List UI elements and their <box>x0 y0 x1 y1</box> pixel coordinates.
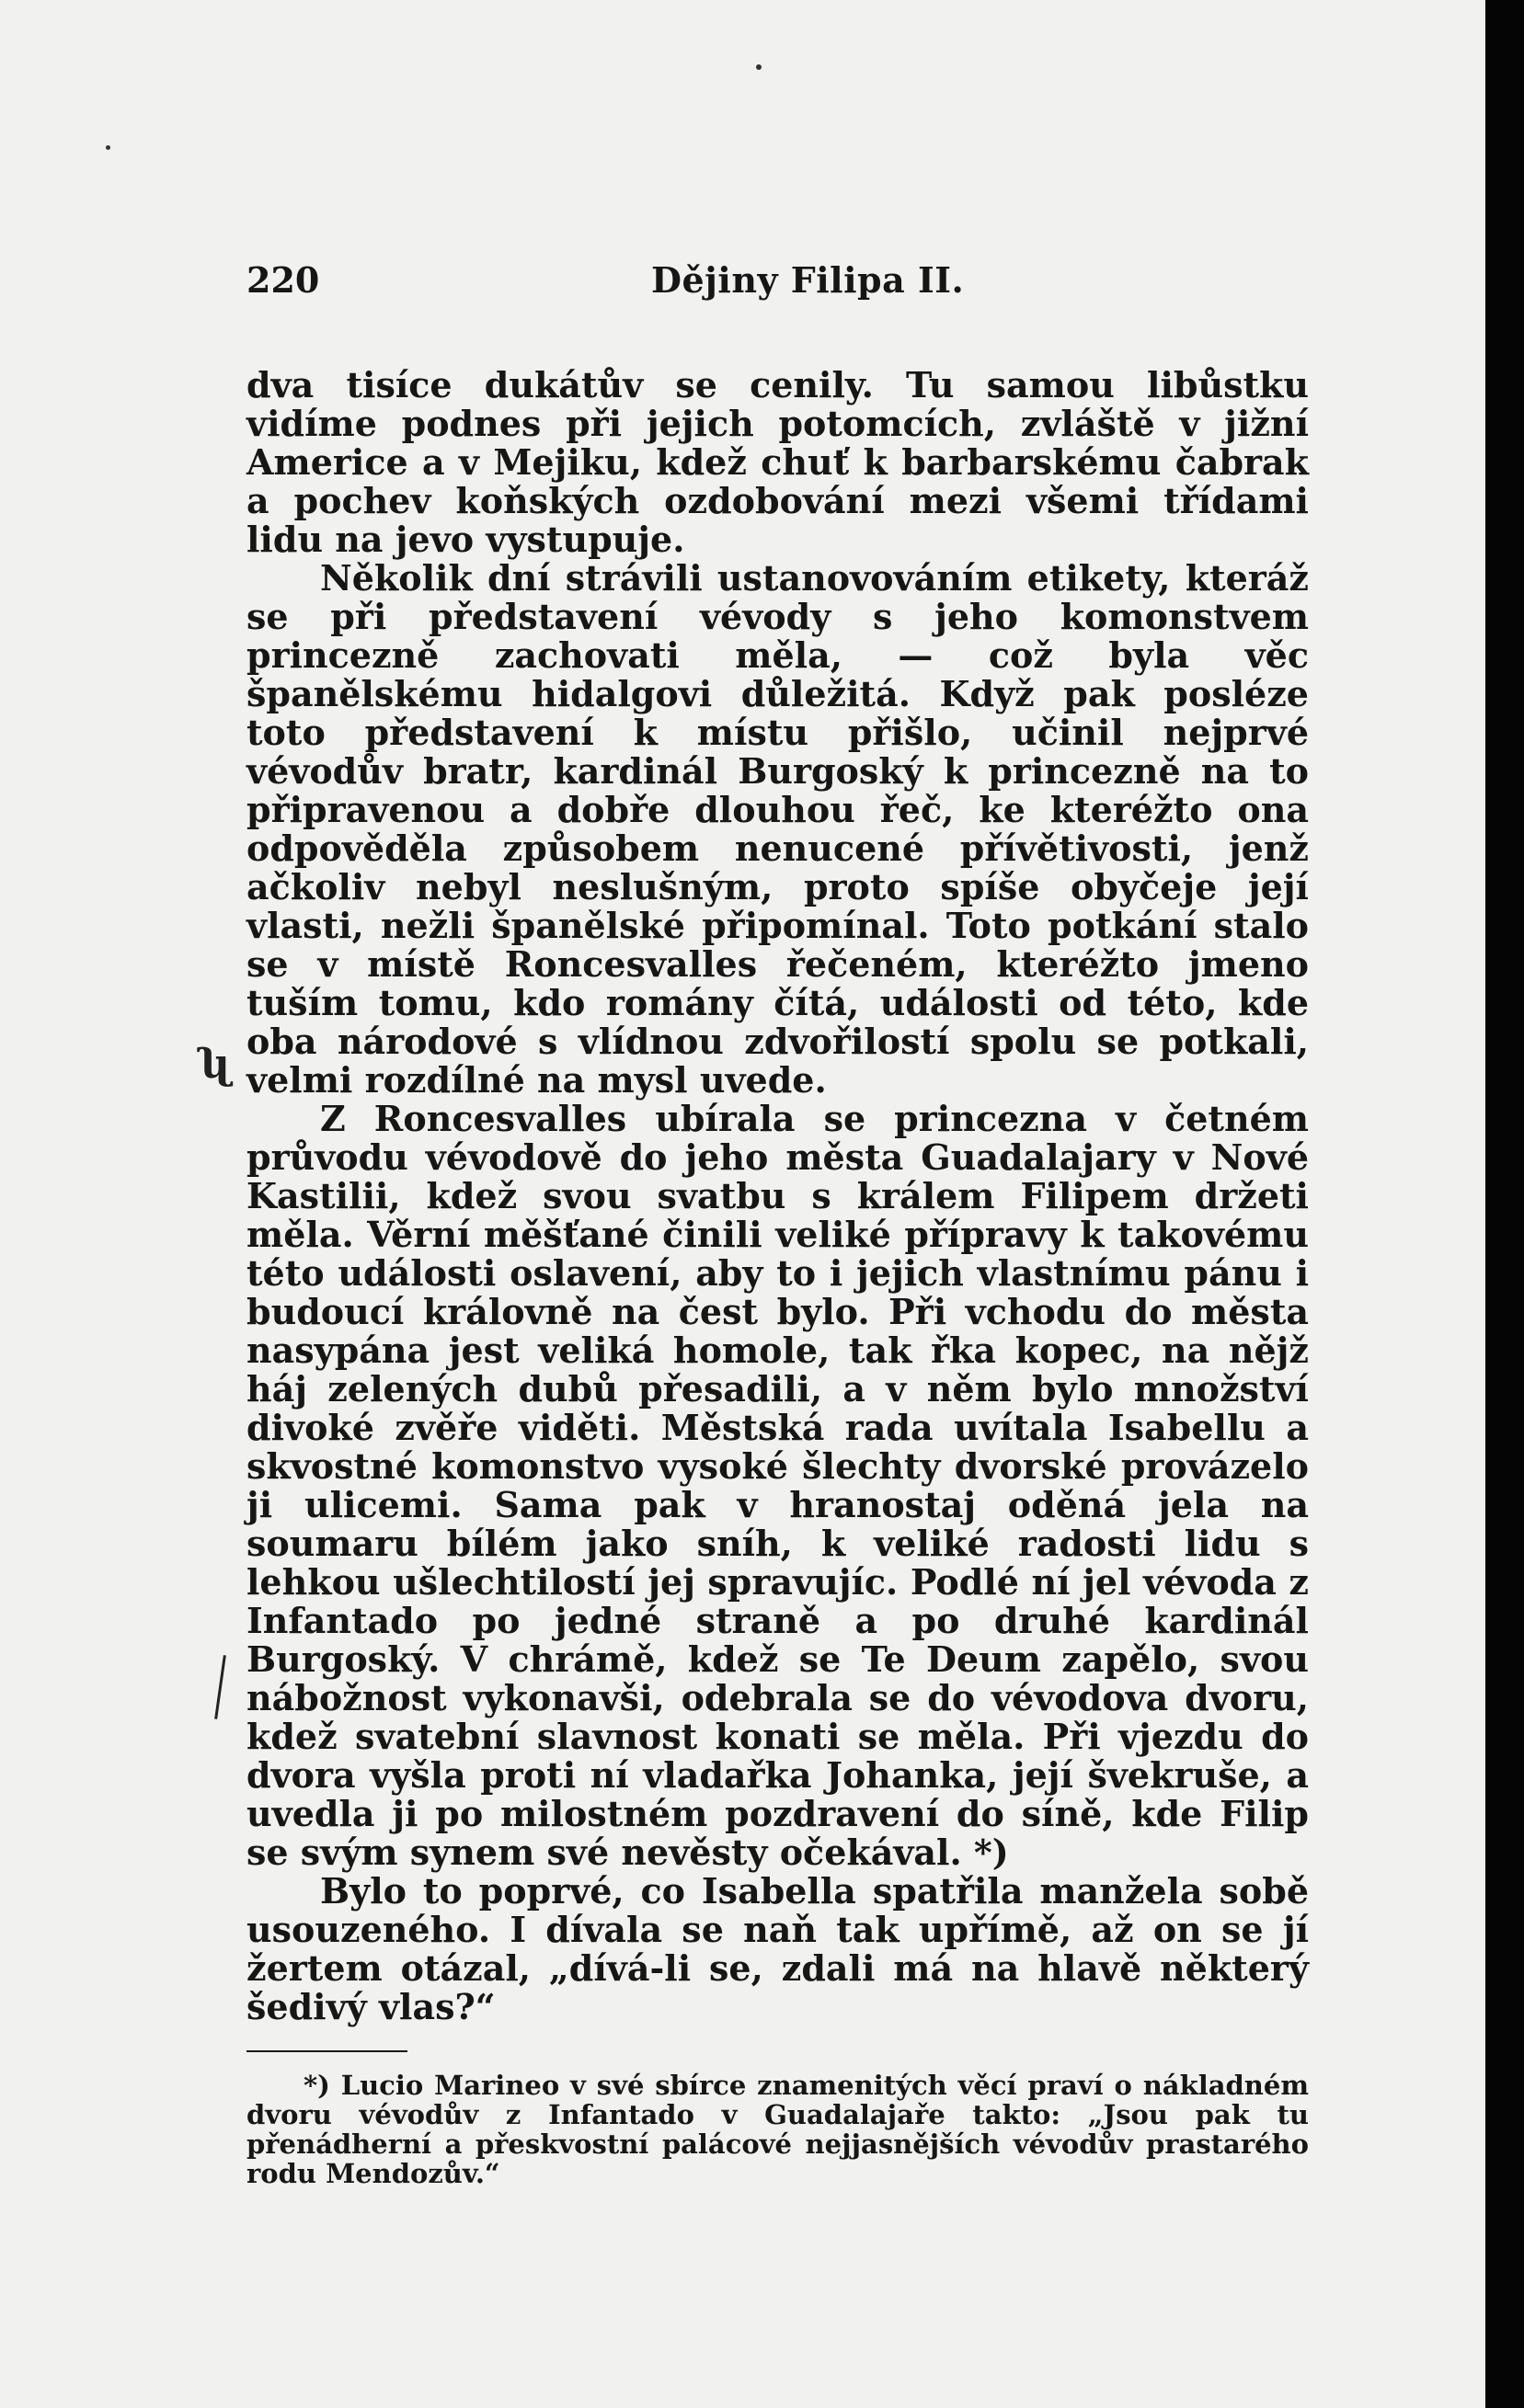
page-number: 220 <box>246 259 320 301</box>
margin-pencil-line <box>214 1655 226 1719</box>
footnote-divider <box>246 2050 407 2052</box>
margin-pencil-mark: ʯ <box>201 1041 230 1088</box>
paragraph: Z Roncesvalles ubírala se princezna v četném průvodu vévodově do jeho města Guadalajary v Nové Kastilii, kdež svou svatbu s králem Filipem držeti měla. Věrní měšťané činili veliké přípravy k takovému této události oslavení, aby to i jejich vlastnímu pánu i budoucí královně na čest bylo. Při vchodu do města nasypána jest veliká homole, tak řka kopec, na nějž háj zelených dubů přesadili, a v něm bylo množství divoké zvěře viděti. Městská rada uvítala Isabellu a skvostné komonstvo vysoké šlechty dvorské provázelo ji ulicemi. Sama pak v hranostaj oděná jela na soumaru bílém jako sníh, k veliké radosti lidu s lehkou ušlechtilostí jej spravujíc. Podlé ní jel vévoda z Infantado po jedné straně a po druhé kardinál Burgoský. V chrámě, kdež se Te Deum zapělo, svou nábožnost vykonavši, odebrala se do vévodova dvoru, kdež svatební slavnost konati se měla. Při vjezdu do dvora vyšla proti ní vladařka Johanka, její švekruše, a uvedla ji po milostném pozdravení do síně, kde Filip se svým synem své nevěsty očekával. *) <box>246 1098 1309 1873</box>
text-block <box>246 257 1309 2188</box>
ink-speck <box>756 64 762 70</box>
footnote: *) Lucio Marineo v své sbírce znamenitých věcí praví o nákladném dvoru vévodův z Infantado v Guadalajaře takto: „Jsou pak tu přenádherní a přeskvostní palácové nejjasnějších vévodův prastarého rodu Mendozův.“ <box>246 2070 1309 2189</box>
paragraph: Několik dní strávili ustanovováním etikety, kteráž se při představení vévody s jeho komonstvem princezně zachovati měla, — což byla věc španělskému hidalgovi důležitá. Když pak posléze toto představení k místu přišlo, učinil nejprvé vévodův bratr, kardinál Burgoský k princezně na to připravenou a dobře dlouhou řeč, ke kteréžto ona odpověděla způsobem nenucené přívětivosti, jenž ačkoliv nebyl neslušným, proto spíše obyčeje její vlasti, nežli španělské připomínal. Toto potkání stalo se v místě Roncesvalles řečeném, kteréžto jmeno tuším tomu, kdo romány čítá, události od této, kde oba národové s vlídnou zdvořilostí spolu se potkali, velmi rozdílné na mysl uvede. <box>246 557 1309 1101</box>
ink-speck <box>106 145 110 150</box>
paragraph: Bylo to poprvé, co Isabella spatřila manžela sobě usouzeného. I dívala se naň tak upřímě, až on se jí žertem otázal, „dívá-li se, zdali má na hlavě některý šedivý vlas?“ <box>246 1870 1309 2027</box>
body-text <box>246 366 1309 2026</box>
scan-border <box>1485 0 1524 2408</box>
running-title: Dějiny Filipa II. <box>651 259 965 301</box>
paragraph-continuation: dva tisíce dukátův se cenily. Tu samou libůstku vidíme podnes při jejich potomcích, zvláště v jižní Americe a v Mejiku, kdež chuť k barbarskému čabrak a pochev koňských ozdobování mezi všemi třídami lidu na jevo vystupuje. <box>246 364 1309 560</box>
running-head <box>246 257 1309 303</box>
